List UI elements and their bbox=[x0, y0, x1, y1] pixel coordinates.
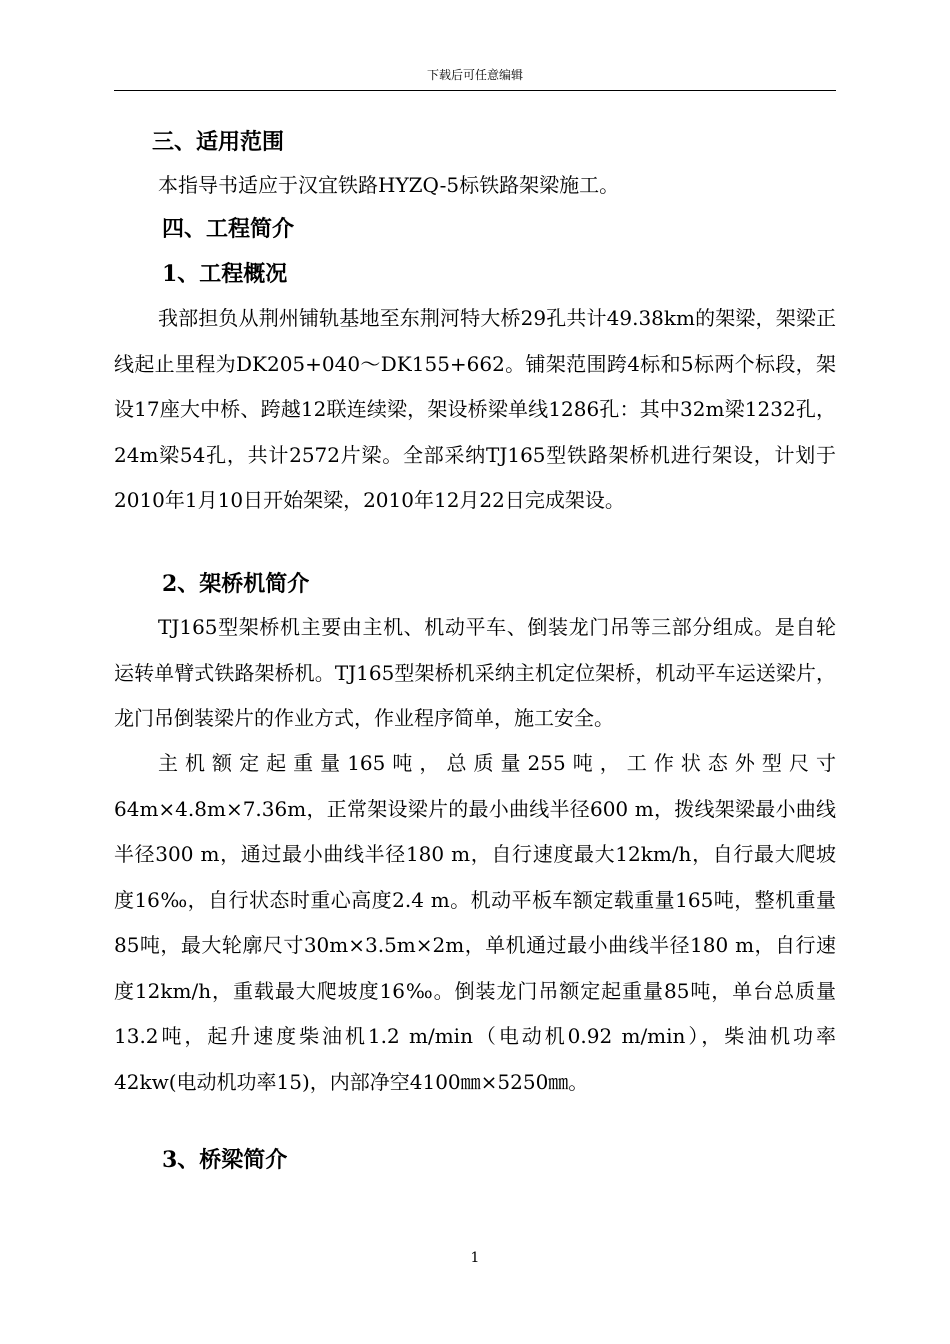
machine-paragraph-2: 主机额定起重量165吨，总质量255吨，工作状态外型尺寸64m×4.8m×7.36m，正常架设梁片的最小曲线半径600 m，拨线架梁最小曲线半径300 m，通过最小曲线半径180 m，自行速度最大12km/h，自行最大爬坡度16‰，自行状态时重心高度2.4 m。机动平板车额定载重量165吨，整机重量85吨，最大轮廓尺寸30m×3.5m×2m，单机通过最小曲线半径180 m，自行速度12km/h，重载最大爬坡度16‰。倒装龙门吊额定起重量85吨，单台总质量13.2吨，起升速度柴油机1.2 m/min（电动机0.92 m/min），柴油机功率42kw(电动机功率15)，内部净空4100㎜×5250㎜。 bbox=[114, 751, 836, 1094]
subsection-heading-machine: 2、架桥机简介 bbox=[162, 571, 310, 597]
section-heading-scope: 三、适用范围 bbox=[152, 129, 285, 155]
machine-paragraph-1: TJ165型架桥机主要由主机、机动平车、倒装龙门吊等三部分组成。是自轮运转单臂式铁路架桥机。TJ165型架桥机采纳主机定位架桥，机动平车运送梁片，龙门吊倒装梁片的作业方式，作业程序简单，施工安全。 bbox=[114, 615, 836, 730]
subsection-heading-overview: 1、工程概况 bbox=[162, 261, 288, 287]
section-heading-project: 四、工程简介 bbox=[162, 216, 295, 242]
overview-paragraph: 我部担负从荆州铺轨基地至东荆河特大桥29孔共计49.38km的架梁，架梁正线起止里程为DK205+040～DK155+662。铺架范围跨4标和5标两个标段，架设17座大中桥、跨越12联连续梁，架设桥梁单线1286孔：其中32m梁1232孔，24m梁54孔，共计2572片梁。全部采纳TJ165型铁路架桥机进行架设，计划于2010年1月10日开始架梁，2010年12月22日完成架设。 bbox=[114, 306, 836, 512]
scope-paragraph: 本指导书适应于汉宜铁路HYZQ-5标铁路架梁施工。 bbox=[158, 173, 620, 197]
page-header: 下载后可任意编辑 bbox=[426, 68, 523, 82]
subsection-heading-bridge: 3、桥梁简介 bbox=[162, 1147, 288, 1173]
page-number: 1 bbox=[470, 1250, 480, 1266]
header-divider bbox=[114, 90, 836, 91]
